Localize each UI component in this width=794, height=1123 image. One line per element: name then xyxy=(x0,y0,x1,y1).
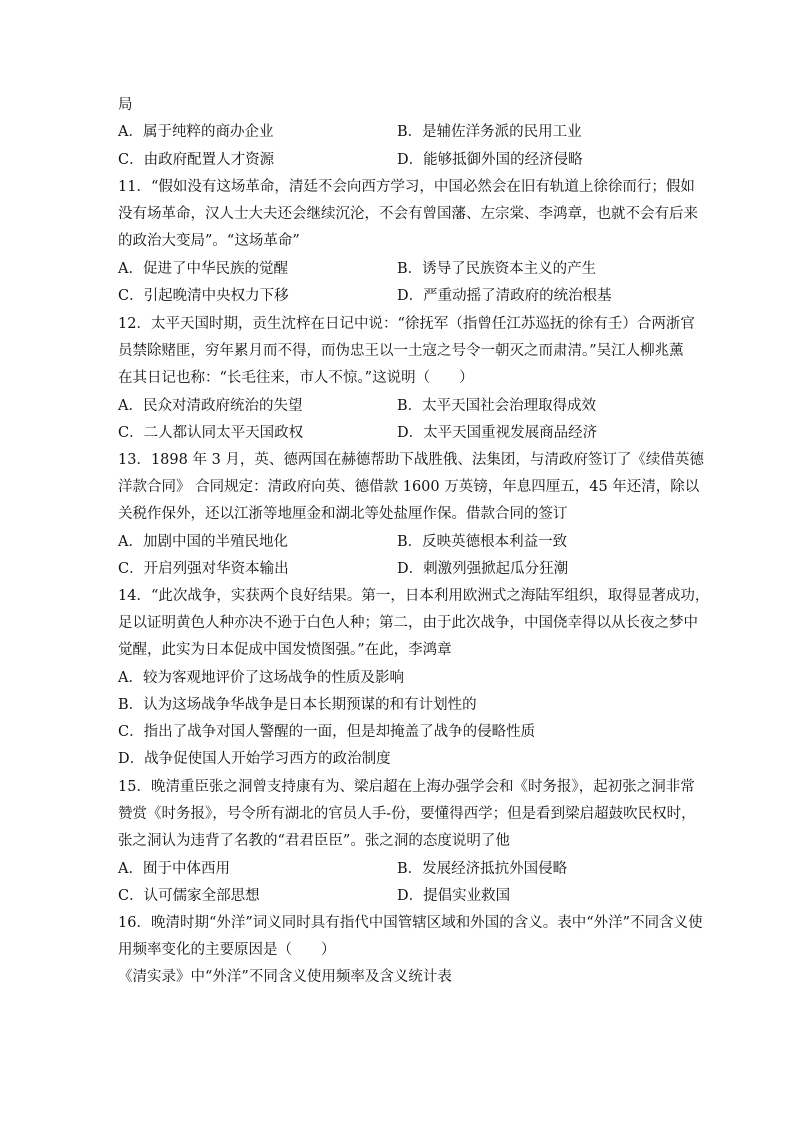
q14-stem-line-1: 14．“此次战争，实获两个良好结果。第一，日本利用欧洲式之海陆军组织，取得显著成功， xyxy=(118,588,710,604)
q15-option-b: B．发展经济抵抗外国侵略 xyxy=(397,861,568,877)
q10-continuation: 局 xyxy=(118,97,133,113)
q15-stem-line-1: 15．晚清重臣张之洞曾支持康有为、梁启超在上海办强学会和《时务报》，起初张之洞非常 xyxy=(118,779,695,795)
q15-option-d: D．提倡实业救国 xyxy=(397,888,511,904)
q16-stem-line-1: 16．晚清时期“外洋”词义同时具有指代中国管辖区域和外国的含义。表中“外洋”不同含义使 xyxy=(118,915,703,931)
q13-stem-line-2: 洋款合同》 合同规定：清政府向英、德借款 1600 万英镑，年息四厘五，45 年还清，除以 xyxy=(118,479,700,495)
q12-stem-line-3: 在其日记也称：“长毛往来，市人不惊。”这说明（ ） xyxy=(118,370,474,386)
q13-stem-line-3: 关税作保外，还以江浙等地厘金和湖北等处盐厘作保。借款合同的签订 xyxy=(118,506,568,522)
q14-option-c: C．指出了战争对国人警醒的一面，但是却掩盖了战争的侵略性质 xyxy=(118,724,536,740)
q11-option-c: C．引起晚清中央权力下移 xyxy=(118,288,289,304)
q12-option-c: C．二人都认同太平天国政权 xyxy=(118,425,304,441)
q15-stem-line-3: 张之洞认为违背了名教的“君君臣臣”。张之洞的态度说明了他 xyxy=(118,833,510,849)
q12-option-d: D．太平天国重视发展商品经济 xyxy=(397,425,598,441)
q13-option-a: A．加剧中国的半殖民地化 xyxy=(118,534,288,550)
q12-option-a: A．民众对清政府统治的失望 xyxy=(118,398,303,414)
q14-stem-line-3: 觉醒，此实为日本促成中国发愤图强。”在此，李鸿章 xyxy=(118,642,452,658)
q11-stem-line-3: 的政治大变局”。“这场革命” xyxy=(118,233,300,249)
q11-stem-line-2: 没有场革命，汉人士大夫还会继续沉沦，不会有曾国藩、左宗棠、李鸿章，也就不会有后来 xyxy=(118,206,698,222)
q15-option-c: C．认可儒家全部思想 xyxy=(118,888,260,904)
q12-option-b: B．太平天国社会治理取得成效 xyxy=(397,398,597,414)
q14-option-a: A．较为客观地评价了这场战争的性质及影响 xyxy=(118,670,404,686)
q13-option-d: D．刺激列强掀起瓜分狂潮 xyxy=(397,561,569,577)
q10-option-d: D．能够抵御外国的经济侵略 xyxy=(397,152,583,168)
q11-stem-line-1: 11．“假如没有这场革命，清廷不会向西方学习，中国必然会在旧有轨道上徐徐而行；假如 xyxy=(118,179,695,195)
q13-option-c: C．开启列强对华资本输出 xyxy=(118,561,289,577)
q12-stem-line-1: 12．太平天国时期，贡生沈梓在日记中说：“徐抚军（指曾任江苏巡抚的徐有壬）合两浙官 xyxy=(118,316,695,332)
q14-stem-line-2: 足以证明黄色人种亦决不逊于白色人种；第二，由于此次战争，中国侥幸得以从长夜之梦中 xyxy=(118,615,698,631)
q12-stem-line-2: 员禁除赌匪，穷年累月而不得，而伪忠王以一土寇之号令一朝灭之而肃清。”吴江人柳兆薰 xyxy=(118,343,684,359)
q10-option-a: A．属于纯粹的商办企业 xyxy=(118,124,274,140)
q11-option-a: A．促进了中华民族的觉醒 xyxy=(118,261,288,277)
q16-stem-line-2: 用频率变化的主要原因是（ ） xyxy=(118,942,336,958)
q11-option-b: B．诱导了民族资本主义的产生 xyxy=(397,261,597,277)
q13-option-b: B．反映英德根本利益一致 xyxy=(397,534,568,550)
q14-option-d: D．战争促使国人开始学习西方的政治制度 xyxy=(118,751,391,767)
q16-table-caption: 《清实录》中“外洋”不同含义使用频率及含义统计表 xyxy=(118,969,452,985)
q10-option-b: B．是辅佐洋务派的民用工业 xyxy=(397,124,582,140)
q10-option-c: C．由政府配置人才资源 xyxy=(118,152,275,168)
q11-option-d: D．严重动摇了清政府的统治根基 xyxy=(397,288,612,304)
q15-stem-line-2: 赞赏《时务报》，号令所有湖北的官员人手-份，要懂得西学；但是看到梁启超鼓吹民权时， xyxy=(118,806,696,822)
q15-option-a: A．囿于中体西用 xyxy=(118,861,230,877)
q13-stem-line-1: 13．1898 年 3 月，英、德两国在赫德帮助下战胜俄、法集团，与清政府签订了《续借英德 xyxy=(118,452,704,468)
q14-option-b: B．认为这场战争华战争是日本长期预谋的和有计划性的 xyxy=(118,697,477,713)
